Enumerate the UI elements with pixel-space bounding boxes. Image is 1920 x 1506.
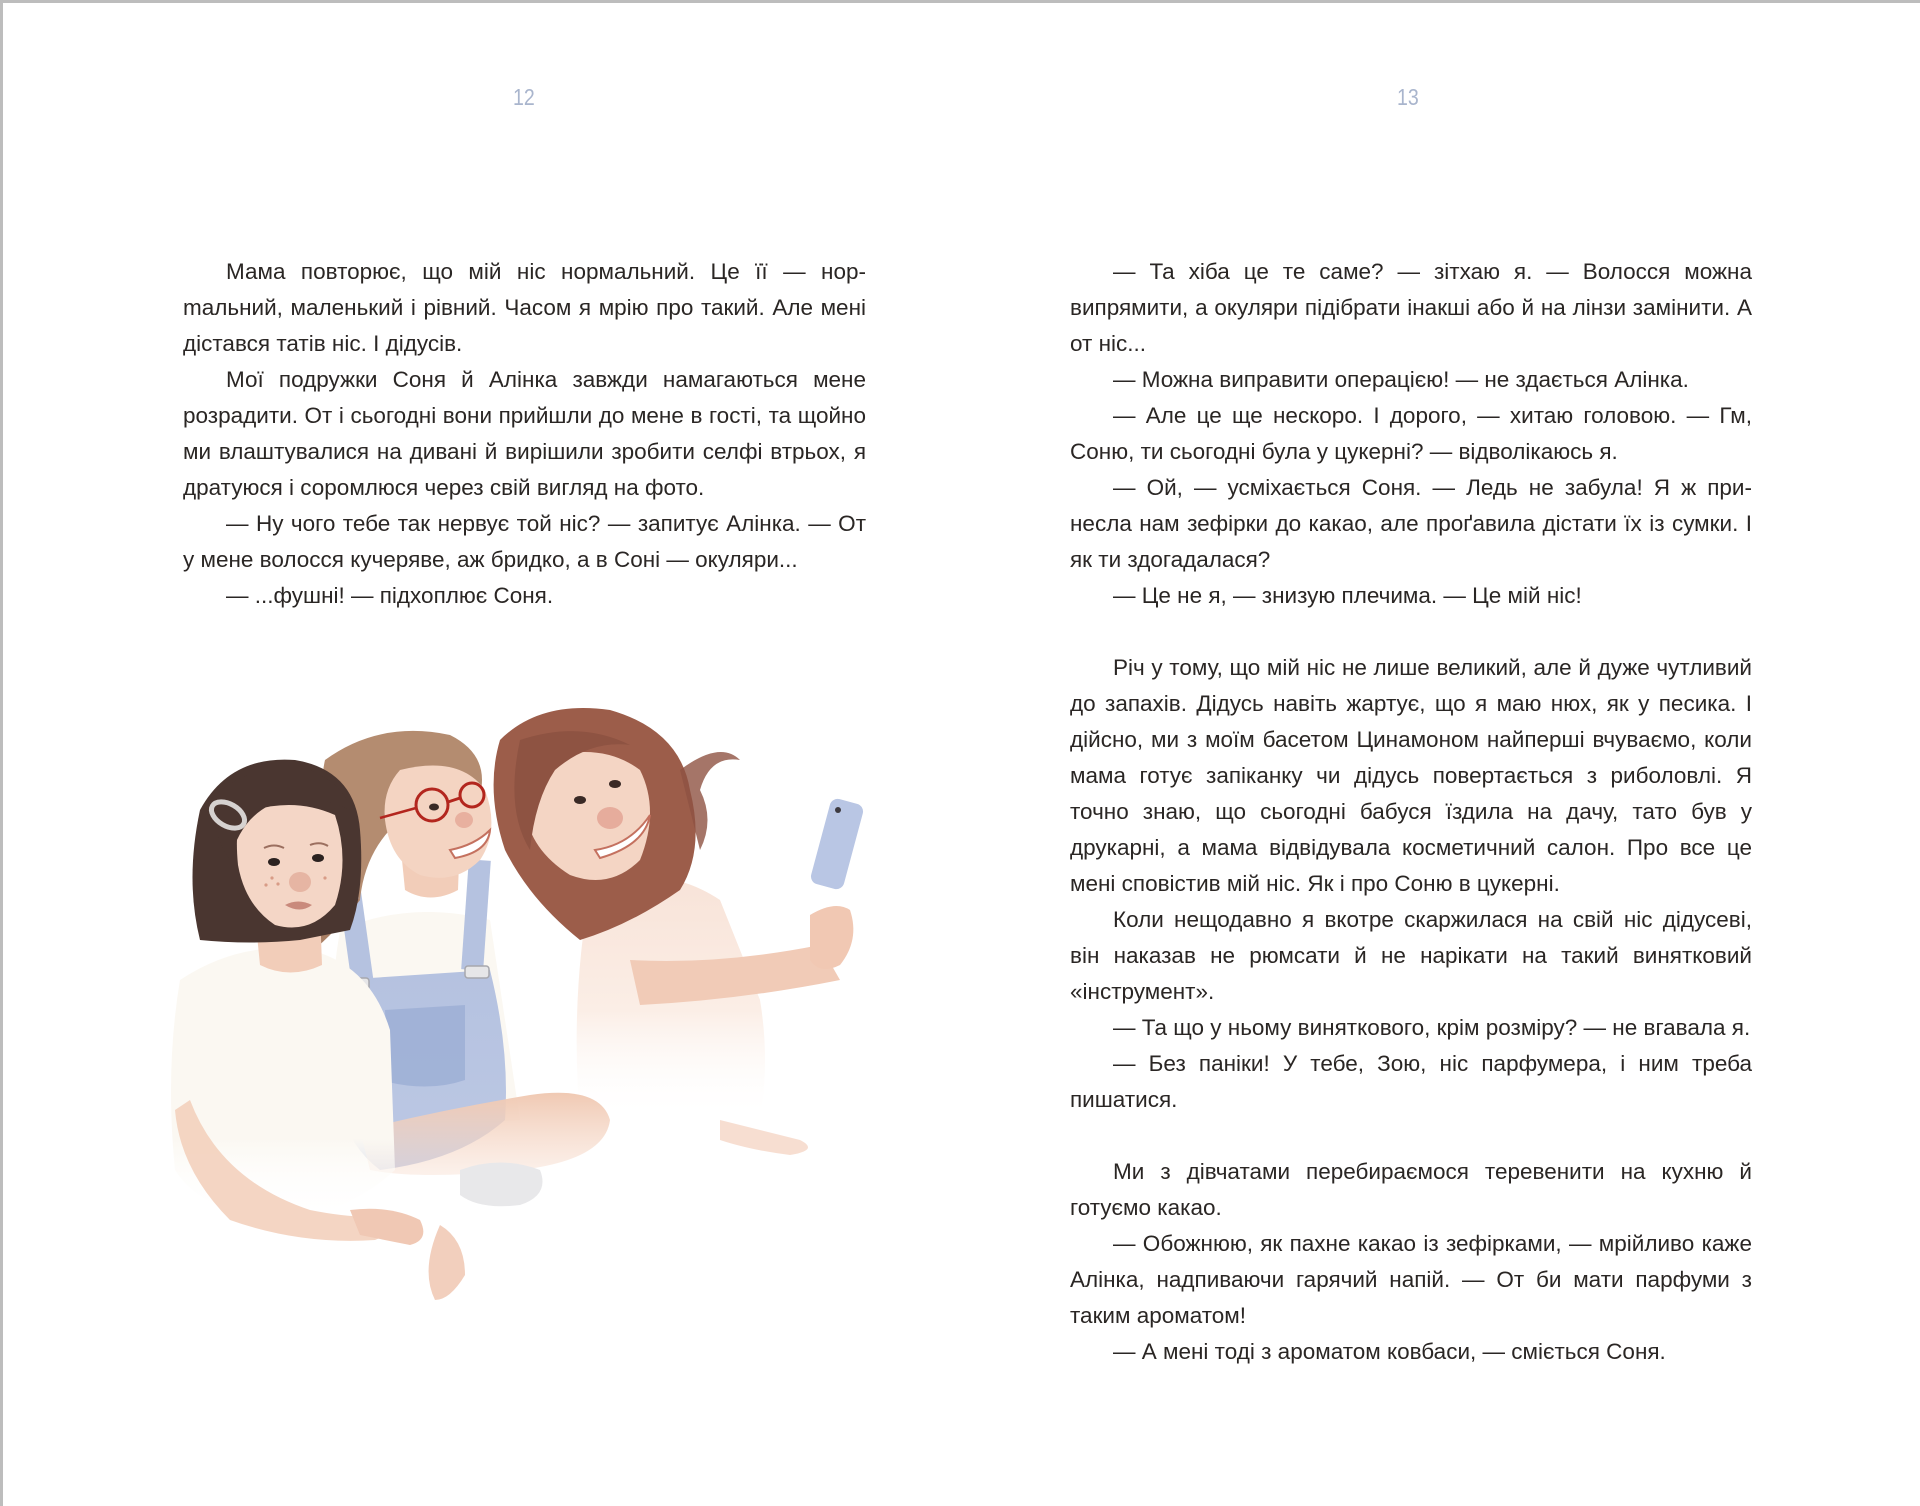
paragraph: — Ой, — усміхається Соня. — Ледь не забула! Я ж принесла нам зефірки до какао, але проґавила дістати їх із сумки. І як ти здогадалася? <box>1070 475 1752 572</box>
paragraph: — Можна виправити операцією! — не здається Алінка. <box>1113 367 1689 392</box>
phone-icon <box>809 797 865 891</box>
right-page-text <box>1070 254 1752 1370</box>
scene-break <box>1070 614 1752 650</box>
paragraph: — Та хіба це те саме? — зітхаю я. — Волосся можна випрямити, а окуляри підібрати інакші або й на лінзи замінити. А от ніс... <box>1070 259 1752 356</box>
page-number-left: 12 <box>513 84 535 110</box>
paragraph: — Ну чого тебе так нервує той ніс? — запитує Алінка. — От у мене волосся кучеряве, аж бридко, а в Соні — окуляри... <box>183 511 866 572</box>
paragraph: — А мені тоді з ароматом ковбаси, — сміється Соня. <box>1113 1339 1666 1364</box>
left-page-text <box>183 254 866 614</box>
paragraph: Ми з дівчатами перебираємося теревенити на кухню й готуємо какао. <box>1070 1159 1752 1220</box>
paragraph: — Без паніки! У тебе, Зою, ніс парфумера, і ним треба пишатися. <box>1070 1051 1752 1112</box>
girl-right <box>494 708 865 1155</box>
right-page <box>960 0 1920 1506</box>
girls-selfie-illustration <box>160 700 900 1490</box>
paragraph: — ...фушні! — підхоплює Соня. <box>226 583 554 608</box>
paragraph: — Обожнюю, як пахне какао із зефірками, — мрійливо каже Алінка, надпиваючи гарячий напій. — От би мати парфуми з таким ароматом! <box>1070 1231 1752 1328</box>
illustration-svg <box>160 700 900 1490</box>
paragraph: — Але це ще нескоро. І дорого, — хитаю головою. — Гм, Соню, ти сьогодні була у цукерні? — відволікаюсь я. <box>1070 403 1752 464</box>
scene-break <box>1070 1118 1752 1154</box>
paragraph: Коли нещодавно я вкотре скаржилася на свій ніс дідусеві, він наказав не рюмсати й не нарікати на такий винятковий «інструмент». <box>1070 907 1752 1004</box>
paragraph: Мої подружки Соня й Алінка завжди намагаються мене розрадити. От і сьогодні вони прийшли до мене в гості, та щойно ми влаштувалися на дивані й вирішили зробити селфі втрьох, я дратуюся і соромлюся через свій вигляд на фото. <box>183 367 866 500</box>
paragraph: Мама повторює, що мій ніс нормальний. Це її — норmальний, маленький і рівний. Часом я мрію про такий. Але мені дістався татів ніс. І дідусів. <box>183 259 866 356</box>
paragraph: Річ у тому, що мій ніс не лише великий, але й дуже чутливий до запахів. Дідусь навіть жартує, що я маю нюх, як у песика. І дійсно, ми з моїм басетом Цинамоном найперші вчуваємо, коли мама готує запіканку чи дідусь повертається з риболовлі. Я точно знаю, що сьогодні бабуся їздила на дачу, тато був у друкарні, а мама відвідувала косметичний салон. Про все це мені сповістив мій ніс. Як і про Соню в цукерні. <box>1070 655 1752 896</box>
paragraph: — Та що у ньому виняткового, крім розміру? — не вгавала я. <box>1113 1015 1751 1040</box>
paragraph: — Це не я, — знизую плечима. — Це мій ніс! <box>1113 583 1582 608</box>
page-number-right: 13 <box>1397 84 1419 110</box>
left-page <box>3 0 960 1506</box>
